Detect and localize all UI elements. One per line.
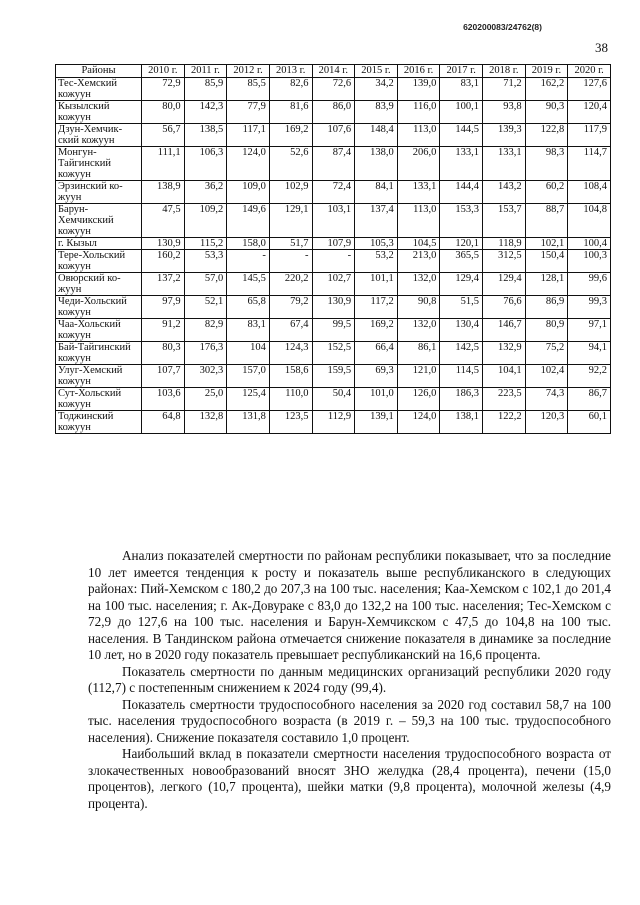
value-cell: 142,5: [440, 342, 483, 365]
column-header-year: 2017 г.: [440, 65, 483, 78]
paragraph: Показатель смертности трудоспособного населения за 2020 год составил 58,7 на 100 тыс. населения трудоспособного возраста (в 2019 г. – 59,3 на 100 тыс. трудоспособного населения). Снижение показателя составило 1,0 процент.: [88, 696, 611, 745]
value-cell: 113,0: [397, 124, 440, 147]
value-cell: 52,1: [184, 296, 227, 319]
column-header-year: 2016 г.: [397, 65, 440, 78]
value-cell: 50,4: [312, 388, 355, 411]
paragraph: Анализ показателей смертности по районам республики показывает, что за последние 10 лет имеется тенденция к росту и показатель выше республиканского в следующих районах: Пий-Хемском с 180,2 до 207,3 на 100 тыс. населения; Каа-Хемском с 102,1 до 201,4 на 100 тыс. населения; г. Ак-Довураке с 83,0 до 132,2 на 100 тыс. населения; Тес-Хемском с 72,9 до 127,6 на 100 тыс. населения и Барун-Хемчикском с 47,5 до 104,8 на 100 тыс. населения. В Тандинском района отмечается снижение показателя в динамике за последние 10 лет, но в 2020 году показатель превышает республиканский на 16,6 процента.: [88, 548, 611, 662]
value-cell: 101,0: [355, 388, 398, 411]
value-cell: 86,9: [525, 296, 568, 319]
column-header-year: 2013 г.: [269, 65, 312, 78]
column-header-year: 2019 г.: [525, 65, 568, 78]
value-cell: 114,5: [440, 365, 483, 388]
column-header-year: 2020 г.: [568, 65, 611, 78]
value-cell: 71,2: [483, 78, 526, 101]
value-cell: 36,2: [184, 181, 227, 204]
column-header-year: 2014 г.: [312, 65, 355, 78]
value-cell: 121,0: [397, 365, 440, 388]
value-cell: 53,3: [184, 250, 227, 273]
value-cell: 117,2: [355, 296, 398, 319]
district-name-cell: Монгун-Тайгинский кожуун: [56, 147, 142, 181]
district-name-cell: Дзун-Хемчикский кожуун: [56, 124, 142, 147]
value-cell: 129,1: [269, 204, 312, 238]
mortality-table: [55, 64, 611, 434]
value-cell: 139,3: [483, 124, 526, 147]
table-row: [56, 365, 611, 388]
value-cell: 100,4: [568, 238, 611, 250]
value-cell: 129,4: [440, 273, 483, 296]
district-name-cell: Тес-Хемский кожуун: [56, 78, 142, 101]
value-cell: 80,0: [142, 101, 185, 124]
district-name-cell: Тоджинский кожуун: [56, 411, 142, 434]
value-cell: 60,2: [525, 181, 568, 204]
value-cell: 169,2: [269, 124, 312, 147]
value-cell: 72,9: [142, 78, 185, 101]
district-name-cell: Овюрский кожуун: [56, 273, 142, 296]
value-cell: 133,1: [483, 147, 526, 181]
value-cell: 86,7: [568, 388, 611, 411]
value-cell: 124,0: [397, 411, 440, 434]
value-cell: 67,4: [269, 319, 312, 342]
value-cell: 92,2: [568, 365, 611, 388]
value-cell: 88,7: [525, 204, 568, 238]
column-header-district: Районы: [56, 65, 142, 78]
value-cell: 102,1: [525, 238, 568, 250]
table-row: [56, 250, 611, 273]
value-cell: 365,5: [440, 250, 483, 273]
value-cell: 106,3: [184, 147, 227, 181]
value-cell: 138,1: [440, 411, 483, 434]
table-row: [56, 296, 611, 319]
value-cell: -: [269, 250, 312, 273]
value-cell: 100,1: [440, 101, 483, 124]
value-cell: 118,9: [483, 238, 526, 250]
value-cell: 148,4: [355, 124, 398, 147]
value-cell: 117,9: [568, 124, 611, 147]
value-cell: 158,0: [227, 238, 270, 250]
value-cell: -: [312, 250, 355, 273]
value-cell: 120,1: [440, 238, 483, 250]
value-cell: 157,0: [227, 365, 270, 388]
value-cell: 176,3: [184, 342, 227, 365]
value-cell: 91,2: [142, 319, 185, 342]
value-cell: 80,3: [142, 342, 185, 365]
value-cell: 132,0: [397, 273, 440, 296]
value-cell: 102,4: [525, 365, 568, 388]
value-cell: 120,4: [568, 101, 611, 124]
value-cell: 93,8: [483, 101, 526, 124]
value-cell: 144,5: [440, 124, 483, 147]
value-cell: 122,2: [483, 411, 526, 434]
page-number: 38: [595, 40, 608, 55]
table-row: [56, 147, 611, 181]
district-name-cell: Сут-Хольский кожуун: [56, 388, 142, 411]
value-cell: 57,0: [184, 273, 227, 296]
value-cell: 83,1: [227, 319, 270, 342]
value-cell: 110,0: [269, 388, 312, 411]
value-cell: 109,0: [227, 181, 270, 204]
table-row: [56, 411, 611, 434]
district-name-cell: г. Кызыл: [56, 238, 142, 250]
value-cell: 139,0: [397, 78, 440, 101]
value-cell: 47,5: [142, 204, 185, 238]
value-cell: 79,2: [269, 296, 312, 319]
value-cell: 83,1: [440, 78, 483, 101]
value-cell: 120,3: [525, 411, 568, 434]
value-cell: 143,2: [483, 181, 526, 204]
value-cell: 86,1: [397, 342, 440, 365]
table-row: [56, 101, 611, 124]
value-cell: 132,8: [184, 411, 227, 434]
value-cell: 107,6: [312, 124, 355, 147]
value-cell: 130,9: [312, 296, 355, 319]
value-cell: 107,7: [142, 365, 185, 388]
value-cell: 162,2: [525, 78, 568, 101]
value-cell: 85,9: [184, 78, 227, 101]
value-cell: 83,9: [355, 101, 398, 124]
value-cell: 153,7: [483, 204, 526, 238]
value-cell: 169,2: [355, 319, 398, 342]
value-cell: 102,9: [269, 181, 312, 204]
value-cell: 76,6: [483, 296, 526, 319]
value-cell: 130,4: [440, 319, 483, 342]
value-cell: 114,7: [568, 147, 611, 181]
column-header-year: 2015 г.: [355, 65, 398, 78]
district-name-cell: Кызылский кожуун: [56, 101, 142, 124]
value-cell: 138,9: [142, 181, 185, 204]
value-cell: 99,6: [568, 273, 611, 296]
value-cell: 123,5: [269, 411, 312, 434]
value-cell: 104,1: [483, 365, 526, 388]
value-cell: 130,9: [142, 238, 185, 250]
value-cell: 133,1: [440, 147, 483, 181]
value-cell: 101,1: [355, 273, 398, 296]
value-cell: 103,6: [142, 388, 185, 411]
value-cell: 186,3: [440, 388, 483, 411]
value-cell: 60,1: [568, 411, 611, 434]
column-header-year: 2012 г.: [227, 65, 270, 78]
table-row: [56, 388, 611, 411]
table-row: [56, 181, 611, 204]
value-cell: 133,1: [397, 181, 440, 204]
value-cell: 153,3: [440, 204, 483, 238]
value-cell: 104: [227, 342, 270, 365]
value-cell: 82,9: [184, 319, 227, 342]
value-cell: 53,2: [355, 250, 398, 273]
paragraph: Показатель смертности по данным медицинских организаций республики 2020 году (112,7) с постепенным снижением к 2024 году (99,4).: [88, 663, 611, 695]
value-cell: 86,0: [312, 101, 355, 124]
value-cell: 105,3: [355, 238, 398, 250]
value-cell: 111,1: [142, 147, 185, 181]
value-cell: 65,8: [227, 296, 270, 319]
value-cell: 124,3: [269, 342, 312, 365]
value-cell: 103,1: [312, 204, 355, 238]
value-cell: 82,6: [269, 78, 312, 101]
value-cell: 34,2: [355, 78, 398, 101]
table-row: [56, 78, 611, 101]
value-cell: 138,5: [184, 124, 227, 147]
value-cell: 220,2: [269, 273, 312, 296]
value-cell: 109,2: [184, 204, 227, 238]
value-cell: 97,1: [568, 319, 611, 342]
value-cell: 302,3: [184, 365, 227, 388]
value-cell: 128,1: [525, 273, 568, 296]
value-cell: 127,6: [568, 78, 611, 101]
table-row: [56, 204, 611, 238]
value-cell: 115,2: [184, 238, 227, 250]
table-row: [56, 273, 611, 296]
value-cell: 160,2: [142, 250, 185, 273]
value-cell: 99,5: [312, 319, 355, 342]
body-text: [88, 548, 611, 812]
value-cell: -: [227, 250, 270, 273]
value-cell: 84,1: [355, 181, 398, 204]
value-cell: 97,9: [142, 296, 185, 319]
value-cell: 122,8: [525, 124, 568, 147]
value-cell: 139,1: [355, 411, 398, 434]
value-cell: 138,0: [355, 147, 398, 181]
value-cell: 206,0: [397, 147, 440, 181]
district-name-cell: Бай-Тайгинский кожуун: [56, 342, 142, 365]
value-cell: 90,8: [397, 296, 440, 319]
value-cell: 52,6: [269, 147, 312, 181]
district-name-cell: Эрзинский кожуун: [56, 181, 142, 204]
column-header-year: 2010 г.: [142, 65, 185, 78]
column-header-year: 2011 г.: [184, 65, 227, 78]
value-cell: 25,0: [184, 388, 227, 411]
value-cell: 104,5: [397, 238, 440, 250]
value-cell: 126,0: [397, 388, 440, 411]
district-name-cell: Чаа-Хольский кожуун: [56, 319, 142, 342]
value-cell: 99,3: [568, 296, 611, 319]
column-header-year: 2018 г.: [483, 65, 526, 78]
value-cell: 98,3: [525, 147, 568, 181]
value-cell: 213,0: [397, 250, 440, 273]
value-cell: 149,6: [227, 204, 270, 238]
value-cell: 137,2: [142, 273, 185, 296]
value-cell: 152,5: [312, 342, 355, 365]
value-cell: 146,7: [483, 319, 526, 342]
value-cell: 112,9: [312, 411, 355, 434]
value-cell: 107,9: [312, 238, 355, 250]
value-cell: 312,5: [483, 250, 526, 273]
value-cell: 116,0: [397, 101, 440, 124]
value-cell: 94,1: [568, 342, 611, 365]
value-cell: 87,4: [312, 147, 355, 181]
value-cell: 51,7: [269, 238, 312, 250]
value-cell: 104,8: [568, 204, 611, 238]
document-code: 620200083/24762(8): [463, 22, 542, 32]
district-name-cell: Улуг-Хемский кожуун: [56, 365, 142, 388]
value-cell: 145,5: [227, 273, 270, 296]
value-cell: 72,6: [312, 78, 355, 101]
value-cell: 117,1: [227, 124, 270, 147]
value-cell: 131,8: [227, 411, 270, 434]
value-cell: 85,5: [227, 78, 270, 101]
value-cell: 81,6: [269, 101, 312, 124]
value-cell: 158,6: [269, 365, 312, 388]
table-body: [56, 78, 611, 434]
value-cell: 132,9: [483, 342, 526, 365]
value-cell: 69,3: [355, 365, 398, 388]
value-cell: 113,0: [397, 204, 440, 238]
value-cell: 80,9: [525, 319, 568, 342]
value-cell: 75,2: [525, 342, 568, 365]
value-cell: 102,7: [312, 273, 355, 296]
value-cell: 159,5: [312, 365, 355, 388]
value-cell: 90,3: [525, 101, 568, 124]
value-cell: 77,9: [227, 101, 270, 124]
value-cell: 142,3: [184, 101, 227, 124]
value-cell: 100,3: [568, 250, 611, 273]
value-cell: 66,4: [355, 342, 398, 365]
table-row: [56, 319, 611, 342]
paragraph: Наибольший вклад в показатели смертности населения трудоспособного возраста от злокачественных новообразований вносят ЗНО желудка (28,4 процента), печени (15,0 процентов), легкого (10,7 процента), шейки матки (9,8 процента), молочной железы (4,9 процента).: [88, 746, 611, 811]
value-cell: 129,4: [483, 273, 526, 296]
value-cell: 150,4: [525, 250, 568, 273]
value-cell: 132,0: [397, 319, 440, 342]
value-cell: 72,4: [312, 181, 355, 204]
table-row: [56, 342, 611, 365]
value-cell: 144,4: [440, 181, 483, 204]
table-row: [56, 124, 611, 147]
value-cell: 51,5: [440, 296, 483, 319]
value-cell: 108,4: [568, 181, 611, 204]
district-name-cell: Чеди-Хольский кожуун: [56, 296, 142, 319]
district-name-cell: Тере-Хольский кожуун: [56, 250, 142, 273]
table-header-row: [56, 65, 611, 78]
district-name-cell: Барун-Хемчикский кожуун: [56, 204, 142, 238]
value-cell: 56,7: [142, 124, 185, 147]
value-cell: 137,4: [355, 204, 398, 238]
value-cell: 125,4: [227, 388, 270, 411]
value-cell: 124,0: [227, 147, 270, 181]
value-cell: 223,5: [483, 388, 526, 411]
value-cell: 64,8: [142, 411, 185, 434]
table-row: [56, 238, 611, 250]
value-cell: 74,3: [525, 388, 568, 411]
